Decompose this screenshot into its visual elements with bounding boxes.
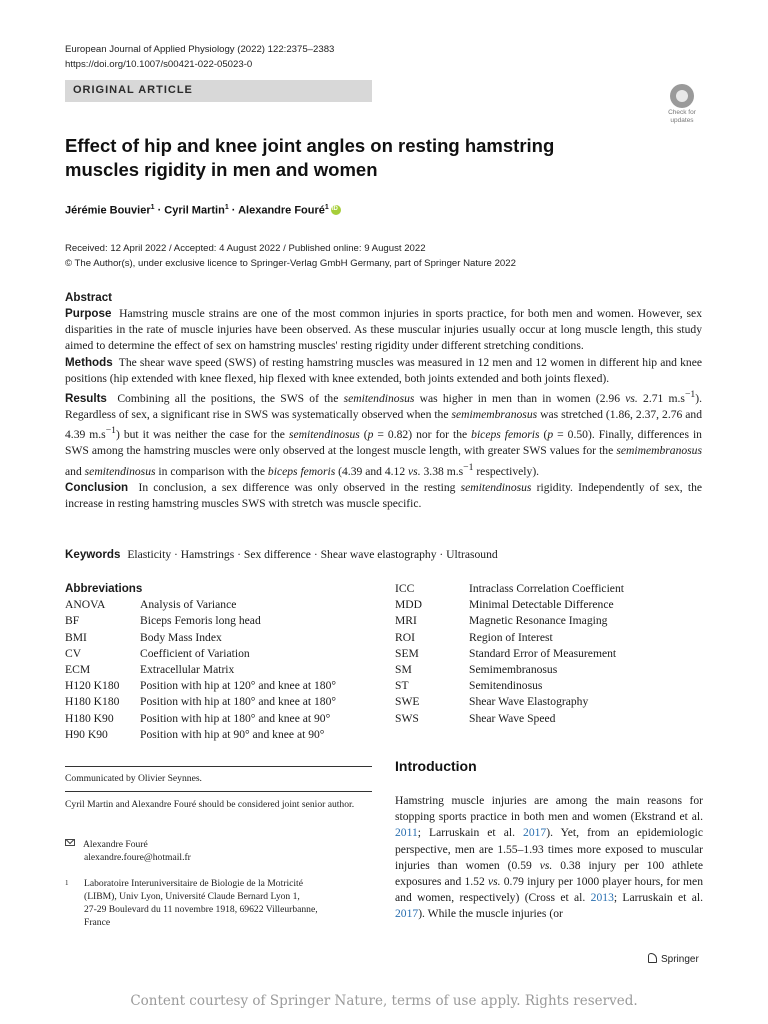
abbreviation-row: ST Semitendinosus (395, 679, 543, 693)
abbreviation-row: H180 K180 Position with hip at 180° and knee at 180° (65, 695, 337, 709)
check-updates-text-1: Check for (668, 109, 696, 116)
abbreviation-row: ECM Extracellular Matrix (65, 663, 235, 677)
abbreviation-row: SWE Shear Wave Elastography (395, 695, 589, 709)
keywords-label: Keywords (65, 548, 121, 561)
affiliation-line: France (84, 917, 111, 928)
abbreviation-row: MRI Magnetic Resonance Imaging (395, 614, 608, 628)
joint-senior-note: Cyril Martin and Alexandre Fouré should be considered joint senior author. (65, 799, 355, 810)
purpose-label: Purpose (65, 307, 112, 320)
citation-link[interactable]: 2011 (395, 826, 418, 840)
citation-link[interactable]: 2017 (395, 907, 419, 921)
journal-reference: European Journal of Applied Physiology (2022) 122:2375–2383 (65, 44, 335, 55)
abstract-heading: Abstract (65, 291, 113, 304)
abstract-results: Results Combining all the positions, the SWS of the semitendinosus was higher in men than in women (2.96 vs. 2.71 $m.s^{-1}$). Regardless of sex, a significant rise in SWS was systematically observed when the semimembranosus was stretched (1.86, 2.37, 2.76 and 4.39 $m.s^{-1}$) but it was neither the case for the semitendinosus (p = 0.82) nor for the biceps femoris (p = 0.50). Finally, differences in SWS among the hamstring muscles were only observed at the longest muscle length, with greater SWS values for the semimembranosus and semitendinosus in comparison with the biceps femoris (4.39 and 4.12 vs. 3.38 $m.s^{-1}$ respectively). (65, 389, 703, 478)
abstract-conclusion: Conclusion In conclusion, a sex difference was only observed in the resting semitendinosus rigidity. Independently of sex, the increase in resting hamstring muscles SWS with stretch was muscle specific. (65, 480, 703, 510)
publisher-name: Springer (661, 954, 699, 965)
footnote-divider (65, 791, 372, 792)
history-dates: Received: 12 April 2022 / Accepted: 4 August 2022 / Published online: 9 August 2022 (65, 243, 426, 254)
footnote-divider (65, 766, 372, 767)
abbreviation-row: ANOVA Analysis of Variance (65, 598, 237, 612)
abstract-purpose (65, 306, 702, 355)
affiliation-line: Laboratoire Interuniversitaire de Biologie de la Motricité (84, 878, 303, 889)
check-for-updates-badge[interactable] (662, 84, 702, 126)
affiliation-line: 27-29 Boulevard du 11 novembre 1918, 69622 Villeurbanne, (84, 904, 318, 915)
methods-text: The shear wave speed (SWS) of resting hamstring muscles was measured in 12 men and 12 women in different hip and knee positions (hip extended with knee flexed, hip flexed with knee extended, both joints extended and both joints flexed). (65, 355, 702, 385)
abbreviation-row: H120 K180 Position with hip at 120° and knee at 180° (65, 679, 337, 693)
article-type-label: ORIGINAL ARTICLE (73, 84, 193, 96)
springer-logo (648, 953, 699, 965)
abbreviation-row: SEM Standard Error of Measurement (395, 646, 617, 660)
author-name[interactable]: Cyril Martin (164, 204, 225, 217)
author-separator: · (154, 204, 165, 217)
affiliation-number: 1 (65, 879, 69, 887)
springer-horse-icon (648, 953, 657, 963)
citation-link[interactable]: 2017 (523, 826, 547, 840)
abbreviation-row: ROI Region of Interest (395, 630, 553, 644)
keywords-text: Elasticity · Hamstrings · Sex difference · Shear wave elastography · Ultrasound (127, 548, 498, 561)
abbreviations-left (65, 581, 385, 743)
orcid-icon[interactable] (331, 205, 341, 215)
courtesy-notice: Content courtesy of Springer Nature, terms of use apply. Rights reserved. (130, 993, 638, 1009)
introduction-heading: Introduction (395, 758, 477, 774)
abbreviation-row: ICC Intraclass Correlation Coefficient (395, 582, 624, 595)
introduction-text: Hamstring muscle injuries are among the main reasons for stopping sports practice in both men and women (Ekstrand et al. 2011; Larruskain et al. 2017). Yet, from an epidemiologic perspective, men are 1.55–1.93 times more exposed to muscular injuries than women (0.59 vs. 0.38 injury per 100 athlete exposures and 1.52 vs. 0.79 injury per 1000 player hours, for men and women, respectively) (Cross et al. 2013; Larruskain et al. 2017). While the muscle injuries (or (395, 794, 704, 921)
communicated-by: Communicated by Olivier Seynnes. (65, 773, 202, 784)
citation-link[interactable]: 2013 (590, 891, 614, 905)
abbreviation-row: BF Biceps Femoris long head (65, 614, 261, 628)
doi-link[interactable]: https://doi.org/10.1007/s00421-022-05023-0 (65, 59, 253, 70)
paper-title: Effect of hip and knee joint angles on resting hamstring muscles rigidity in men and women (65, 135, 555, 180)
affiliation-block (65, 877, 375, 929)
methods-label: Methods (65, 355, 113, 369)
abbreviation-row: BMI Body Mass Index (65, 630, 222, 644)
mail-icon (65, 839, 75, 846)
abbreviation-row: H90 K90 Position with hip at 90° and knee at 90° (65, 727, 325, 741)
abbreviation-row: SM Semimembranosus (395, 663, 558, 677)
author-separator: · (228, 204, 239, 217)
check-updates-icon (670, 84, 694, 108)
affiliation-line: (LIBM), Univ Lyon, Université Claude Bernard Lyon 1, (84, 891, 300, 902)
conclusion-label: Conclusion (65, 480, 129, 494)
abbreviation-row: CV Coefficient of Variation (65, 646, 250, 660)
corresponding-name: Alexandre Fouré (83, 839, 148, 850)
abbreviation-row: SWS Shear Wave Speed (395, 711, 556, 725)
corresponding-email[interactable]: alexandre.foure@hotmail.fr (84, 852, 191, 863)
copyright-line: © The Author(s), under exclusive licence to Springer-Verlag GmbH Germany, part of Springer Nature 2022 (65, 258, 516, 269)
abstract-section (65, 290, 702, 512)
keywords-line (65, 548, 498, 561)
results-label: Results (65, 391, 107, 405)
purpose-text: Hamstring muscle strains are one of the most common injuries in sports practice, for both men and women. However, sex disparities in the rate of muscle injuries have been observed. As these muscular injuries usually occur at long muscle length, this study aimed to determine the effect of sex on hamstring muscles' resting rigidity under different stretching conditions. (65, 307, 703, 353)
abbreviations-heading: Abbreviations (65, 582, 143, 595)
abbreviation-row: H180 K90 Position with hip at 180° and knee at 90° (65, 711, 331, 725)
author-list (65, 204, 341, 217)
check-updates-text-2: updates (670, 117, 694, 124)
author-affiliation: 1 (224, 204, 229, 211)
article-type-banner (65, 80, 372, 102)
abbreviations-right (395, 581, 705, 727)
abbreviation-row: MDD Minimal Detectable Difference (395, 598, 614, 612)
author-affiliation: 1 (150, 204, 155, 211)
author-name[interactable]: Jérémie Bouvier (65, 204, 151, 217)
corresponding-author (65, 838, 375, 864)
abstract-methods (65, 355, 702, 387)
author-name[interactable]: Alexandre Fouré (238, 204, 325, 217)
publication-dates (65, 241, 516, 271)
journal-citation (65, 42, 334, 72)
author-affiliation: 1 (324, 204, 329, 211)
